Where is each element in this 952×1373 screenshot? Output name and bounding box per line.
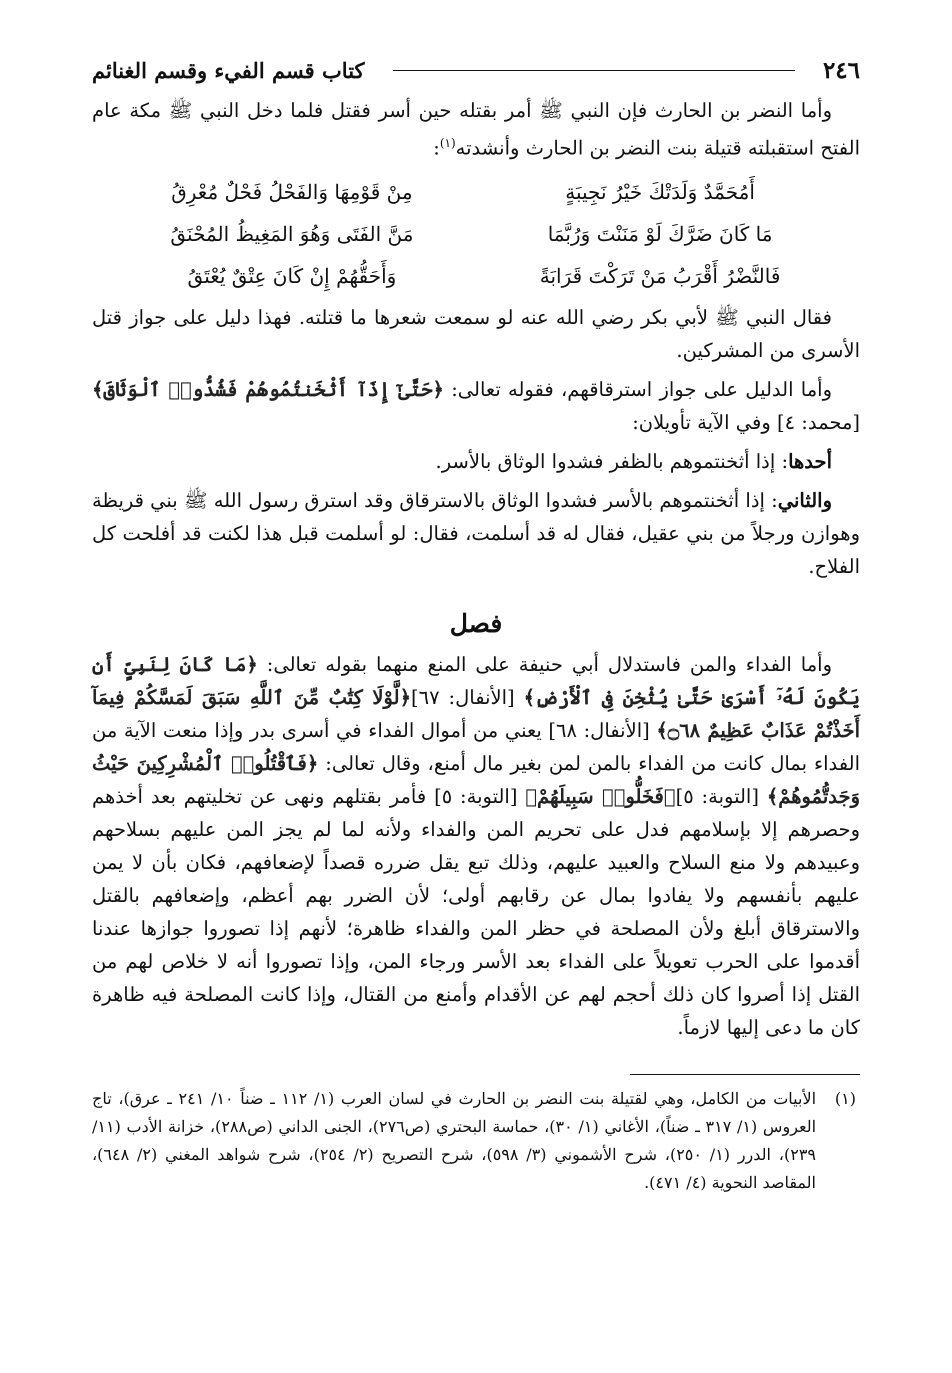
first-text: : إذا أثخنتموهم بالظفر فشدوا الوثاق بالأسر. bbox=[435, 449, 789, 473]
section-heading: فصل bbox=[449, 608, 503, 638]
paragraph-nadr-text: وأما النضر بن الحارث فإن النبي ﷺ أمر بقتله حين أسر فقتل فلما دخل النبي ﷺ مكة عام الفتح استقبلته قتيلة بنت النضر بن الحارث وأنشدته bbox=[92, 99, 860, 160]
ransom-citation-1: [الأنفال: ٦٧] bbox=[411, 685, 515, 709]
enslavement-citation: [محمد: ٤] وفي الآية تأويلان: bbox=[632, 410, 860, 434]
paragraph-second-interpretation bbox=[92, 484, 860, 583]
quran-verse: ﴿فَٱقْتُلُوا۟ ٱلْمُشْرِكِينَ حَيْثُ وَجَدتُّمُوهُمْ﴾ bbox=[92, 751, 860, 808]
first-label: أحدها bbox=[788, 449, 832, 473]
ransom-text-2: [الأنفال: ٦٨] يعني من أموال الفداء في أسرى بدر وإذا منعت الآية من الفداء بمال كانت من الفداء بالمن لمن بغير مال أمنع، وقال تعالى: bbox=[92, 718, 860, 775]
paragraph-nadr bbox=[92, 94, 860, 165]
paragraph-ransom bbox=[92, 648, 860, 1044]
footnote-number: (١) bbox=[834, 1088, 856, 1108]
quran-verse: ﴿لَّوْلَا كِتَٰبٌ مِّنَ ٱللَّهِ سَبَقَ لَمَسَّكُمْ فِيمَآ أَخَذْتُمْ عَذَابٌ عَظِيمٌ ۝٦٨﴾ bbox=[92, 685, 860, 742]
verse-second-half: مَنَّ الفَتَى وَهُوَ المَغِيظُ المُحْنَقُ bbox=[170, 221, 414, 246]
ransom-text-1: وأما الفداء والمن فاستدلال أبي حنيفة على المنع منهما بقوله تعالى: bbox=[266, 652, 833, 676]
footnote-text: الأبيات من الكامل، وهي لقتيلة بنت النضر بن الحارث في لسان العرب (١/ ١١٢ ـ ضناً ١٠/ ٢٤١ ـ عرق)، تاج العروس (١/ ٣١٧ ـ ضناً)، الأغاني (١/ ٣٠)، حماسة البحتري (ص٢٧٦)، الجنى الداني (ص٢٨٨)، خزانة الأدب (١١/ ٢٣٩)، الدرر (١/ ٢٥٠)، شرح الأشموني (٣/ ٥٩٨)، شرح التصريح (٢/ ٢٥٤)، شرح شواهد المغني (٢/ ٦٤٨)، المقاصد النحوية (٤/ ٤٧١). bbox=[92, 1088, 817, 1192]
verse-second-half: مِنْ قَوْمِهَا وَالفَحْلُ فَحْلٌ مُعْرِقُ bbox=[171, 179, 413, 204]
enslavement-intro: وأما الدليل على جواز استرقاقهم، فقوله تعالى: bbox=[451, 377, 832, 401]
poem bbox=[122, 171, 830, 297]
verse-second-half: وَأَحَقُّهُمْ إِنْ كَانَ عِتْقٌ يُعْتَقُ bbox=[187, 263, 397, 288]
footnote-ref[interactable]: (١) bbox=[439, 136, 456, 150]
verse-first-half: مَا كَانَ ضَرَّكَ لَوْ مَنَنْتَ وَرُبَّمَا bbox=[547, 221, 773, 246]
header-rule bbox=[393, 70, 795, 71]
page-header bbox=[92, 50, 860, 90]
quran-verse: ﴿فَخَلُّوا۟ سَبِيلَهُمْ﴾ bbox=[525, 784, 676, 808]
quran-verse: ﴿مَا كَانَ لِنَبِىٍّ أَن يَكُونَ لَهُۥٓ أَسْرَىٰ حَتَّىٰ يُثْخِنَ فِى ٱلْأَرْضِ﴾ bbox=[92, 652, 860, 709]
footnote-rule bbox=[630, 1074, 860, 1075]
footnote bbox=[92, 1085, 860, 1197]
running-title: كتاب قسم الفيء وقسم الغنائم bbox=[92, 57, 365, 83]
quran-verse: ﴿حَتَّىٰٓ إِذَآ أَثْخَنتُمُوهُمْ فَشُدُّوا۟ ٱلْوَثَاقَ﴾ bbox=[92, 377, 444, 401]
paragraph-first-interpretation bbox=[92, 445, 860, 478]
ransom-citation-2: [التوبة: ٥] bbox=[675, 784, 759, 808]
poem-verse bbox=[122, 255, 830, 297]
page-number: ٢٤٦ bbox=[822, 56, 860, 84]
verse-first-half: أَمُحَمَّدٌ وَلَدَتْكَ خَيْرُ نَجِيبَةٍ bbox=[565, 179, 755, 204]
paragraph-abu-bakr: فقال النبي ﷺ لأبي بكر رضي الله عنه لو سمعت شعرها ما قتلته. فهذا دليل على جواز قتل الأسرى من المشركين. bbox=[92, 305, 860, 362]
ransom-text-3: [التوبة: ٥] فأمر بقتلهم ونهى عن تخليتهم بعد أخذهم وحصرهم إلا بإسلامهم فدل على تحريم المن والفداء ولأنه لما لم يجز المن عليهم بسلاحهم وعبيدهم ولا منع السلاح والعبيد عليهم، وذلك تبع يقل ضرره قصداً لإضعافهم، فكان بأن لا يمن عليهم بأنفسهم ولا يفادوا بمال عن رقابهم أولى؛ لأن الضرر بهم أعظم، وإضعافهم بالقتل والاسترقاق أبلغ ولأن المصلحة في حظر المن والفداء ظاهرة؛ لأنهم إذا تصوروا جوازها عندنا أقدموا على الحرب تعويلاً على الفداء بعد الأسر ورجاء المن، وإذا تصوروا أنه لا خلاص لهم من القتل إذا أصروا كان ذلك أحجم لهم عن الأقدام وأمنع من القتال، وإذا كانت المصلحة فيه ظاهرة كان ما دعى إليها لازماً. bbox=[92, 784, 860, 1039]
poem-verse bbox=[122, 171, 830, 213]
verse-first-half: فَالنَّضْرُ أَقْرَبُ مَنْ تَرَكْتَ قَرَابَةً bbox=[539, 263, 781, 288]
second-label: والثاني bbox=[777, 488, 832, 512]
paragraph-enslavement bbox=[92, 373, 860, 439]
poem-verse bbox=[122, 213, 830, 255]
colon: : bbox=[433, 136, 440, 160]
second-text: : إذا أثخنتموهم بالأسر فشدوا الوثاق بالاسترقاق وقد استرق رسول الله ﷺ بني قريظة وهوازن ورجلاً من بني عقيل، فقال له قد أسلمت، فقال: لو أسلمت قبل هذا لكنت قد أفلحت كل الفلاح. bbox=[92, 488, 860, 578]
